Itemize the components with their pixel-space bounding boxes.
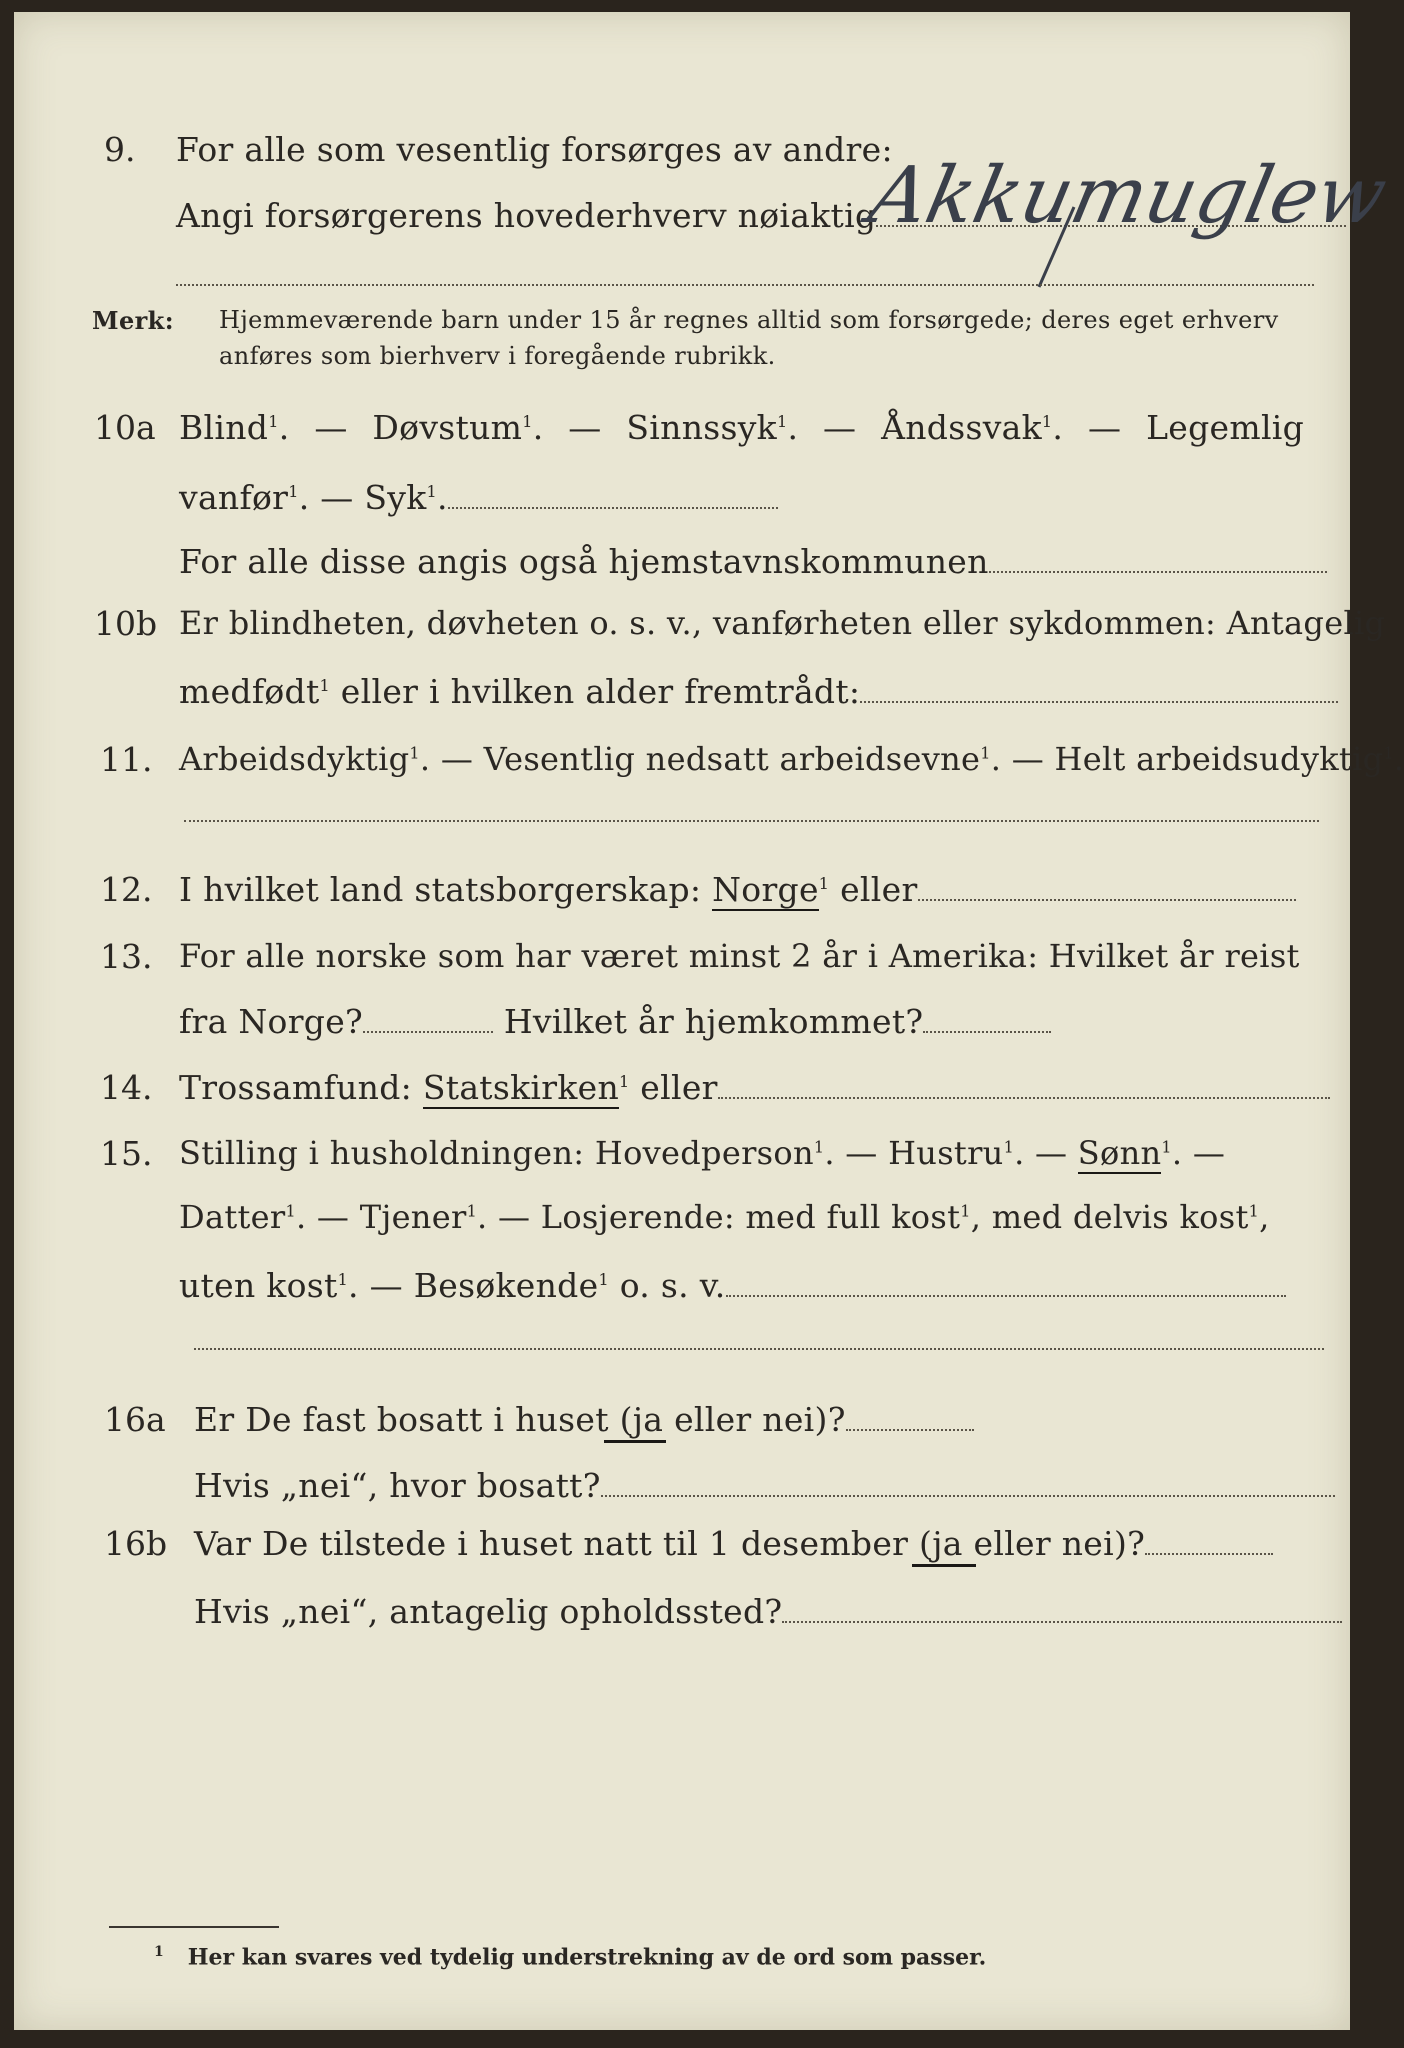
q16b-number: 16b	[104, 1524, 168, 1563]
q16b-ja-pen-mark	[912, 1564, 976, 1567]
q16a-ja-pen-mark	[604, 1440, 666, 1443]
q10b-line1: Er blindheten, døvheten o. s. v., vanførheten eller sykdommen: Antagelig	[179, 604, 1386, 642]
footnote-rule	[109, 1926, 279, 1928]
q16a-line1: Er De fast bosatt i huset (ja eller nei)?	[194, 1400, 974, 1439]
q9-rule	[176, 284, 1314, 286]
q9-answer-text: Akkumuglew	[861, 149, 1395, 241]
q14-line: Trossamfund: Statskirken$^1$ eller	[179, 1068, 1330, 1107]
q14-number: 14.	[100, 1068, 153, 1107]
q16a-number: 16a	[104, 1400, 166, 1439]
q10a-line3: For alle disse angis også hjemstavnskommunen	[179, 542, 1327, 581]
q16a-ja-eller-nei: (ja eller nei)?	[619, 1400, 846, 1439]
q11-rule	[184, 820, 1319, 822]
q13-line2: fra Norge? Hvilket år hjemkommet?	[179, 1002, 1051, 1041]
q9-number: 9.	[104, 130, 136, 169]
q15-sonn-underlined: Sønn	[1077, 1134, 1162, 1172]
q16b-ja-eller-nei: (ja eller nei)?	[919, 1524, 1146, 1563]
q13-line1: For alle norske som har været minst 2 år i Amerika: Hvilket år reist	[179, 937, 1300, 975]
q10b-number: 10b	[94, 604, 158, 643]
q9-line1: For alle som vesentlig forsørges av andre:	[176, 130, 893, 169]
q15-rule	[194, 1348, 1324, 1350]
census-form-page	[14, 12, 1404, 2030]
q16a-line2: Hvis „nei“, hvor bosatt?	[194, 1466, 1335, 1505]
q12-line: I hvilket land statsborgerskap: Norge$^1$ eller	[179, 870, 1296, 909]
q11-line: Arbeidsdyktig$^1$. — Vesentlig nedsatt arbeidsevne$^1$. — Helt arbeidsudyktig$^1$.	[179, 740, 1404, 778]
q15-line2: Datter$^1$. — Tjener$^1$. — Losjerende: med full kost$^1$, med delvis kost$^1$,	[179, 1198, 1270, 1236]
q10b-line2: medfødt$^1$ eller i hvilken alder fremtrådt:	[179, 672, 1338, 711]
q10a-number: 10a	[94, 408, 156, 447]
merk-line2: anføres som bierhverv i foregående rubrikk.	[219, 342, 776, 370]
merk-label: Merk:	[92, 306, 174, 335]
footnote: $^1$ Her kan svares ved tydelig understrekning av de ord som passer.	[154, 1944, 987, 1971]
q16b-line1: Var De tilstede i huset natt til 1 desember (ja eller nei)?	[194, 1524, 1273, 1563]
q12-norge-underlined: Norge	[712, 870, 819, 909]
q16b-line2: Hvis „nei“, antagelig opholdssted?	[194, 1592, 1342, 1631]
q10a-line1: Blind$^1$. — Døvstum$^1$. — Sinnssyk$^1$. — Åndssvak$^1$. — Legemlig	[179, 408, 1305, 447]
q11-number: 11.	[100, 740, 153, 779]
merk-line1: Hjemmeværende barn under 15 år regnes alltid som forsørgede; deres eget erhverv	[219, 306, 1279, 334]
q13-number: 13.	[100, 937, 153, 976]
q10a-line2: vanfør$^1$. — Syk$^1$.	[179, 478, 778, 517]
q15-number: 15.	[100, 1134, 153, 1173]
q15-line1: Stilling i husholdningen: Hovedperson$^1$. — Hustru$^1$. — Sønn$^1$. —	[179, 1134, 1226, 1172]
q14-statskirken-underlined: Statskirken	[422, 1068, 620, 1107]
q9-line2-text: Angi forsørgerens hovederhverv nøiaktig	[176, 196, 877, 235]
q15-line3: uten kost$^1$. — Besøkende$^1$ o. s. v.	[179, 1266, 1286, 1305]
q9-handwritten-answer	[861, 137, 1395, 297]
q12-number: 12.	[100, 870, 153, 909]
